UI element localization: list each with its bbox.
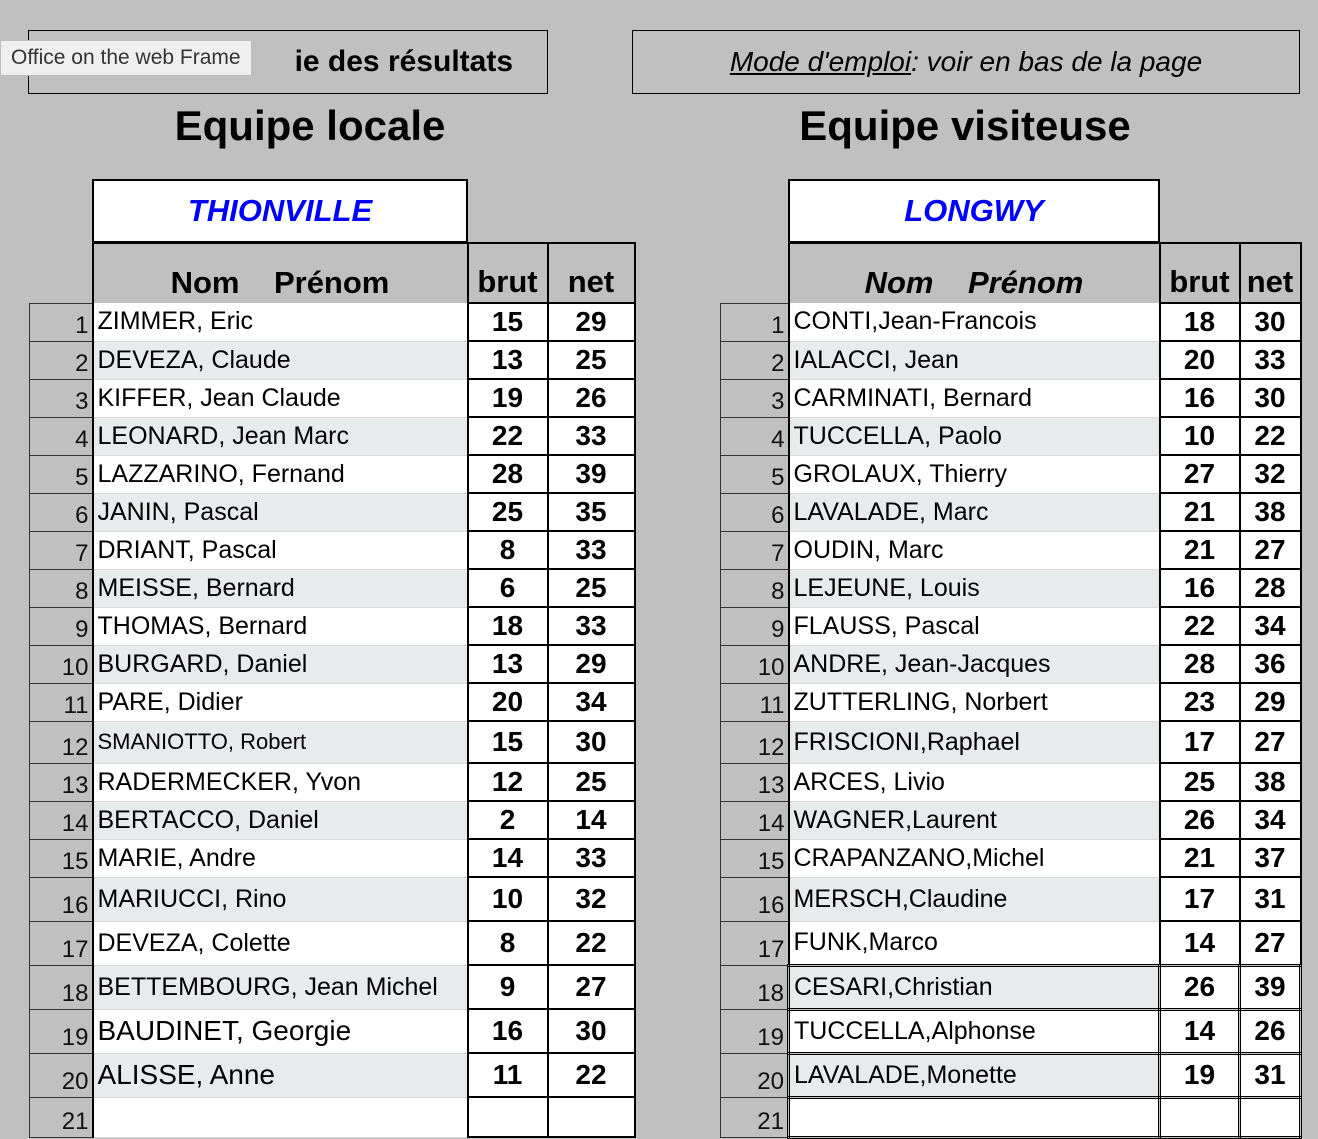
net-score-cell[interactable]: 34 [1240, 607, 1301, 645]
visitor-results-table [720, 242, 1302, 1139]
player-name-cell[interactable]: DRIANT, Pascal [93, 531, 468, 569]
instructions-link[interactable]: Mode d'emploi [729, 46, 912, 77]
row-number: 16 [721, 877, 789, 921]
row-number: 14 [721, 801, 789, 839]
player-name-cell[interactable]: FUNK,Marco [789, 921, 1160, 965]
table-row [721, 721, 1301, 763]
row-number: 4 [721, 417, 789, 455]
row-number: 5 [721, 455, 789, 493]
table-row [30, 965, 635, 1009]
player-name-cell[interactable]: IALACCI, Jean [789, 341, 1160, 379]
brut-score-cell[interactable]: 21 [1160, 839, 1240, 877]
brut-score-cell[interactable]: 12 [468, 763, 548, 801]
net-score-cell[interactable]: 31 [1240, 877, 1301, 921]
brut-score-cell[interactable]: 25 [1160, 763, 1240, 801]
brut-score-cell[interactable]: 10 [1160, 417, 1240, 455]
row-number: 11 [30, 683, 93, 721]
brut-score-cell[interactable]: 26 [1160, 801, 1240, 839]
row-number: 10 [30, 645, 93, 683]
brut-score-cell[interactable]: 17 [1160, 877, 1240, 921]
row-number: 12 [721, 721, 789, 763]
brut-score-cell[interactable]: 22 [1160, 607, 1240, 645]
net-score-cell[interactable]: 33 [548, 839, 635, 877]
brut-score-cell[interactable]: 18 [1160, 303, 1240, 341]
player-name-cell[interactable]: LEJEUNE, Louis [789, 569, 1160, 607]
row-number: 20 [30, 1053, 93, 1097]
table-row [721, 455, 1301, 493]
table-row [721, 607, 1301, 645]
net-score-cell[interactable]: 36 [1240, 645, 1301, 683]
brut-score-cell[interactable]: 26 [1160, 965, 1240, 1009]
table-row [30, 839, 635, 877]
net-score-cell[interactable]: 32 [548, 877, 635, 921]
row-number: 3 [30, 379, 93, 417]
table-row [721, 1097, 1301, 1137]
player-name-cell[interactable]: LAZZARINO, Fernand [93, 455, 468, 493]
player-name-cell[interactable]: SMANIOTTO, Robert [93, 721, 468, 763]
net-score-cell[interactable]: 33 [548, 531, 635, 569]
player-name-cell[interactable]: ANDRE, Jean-Jacques [789, 645, 1160, 683]
instructions-text: : voir en bas de la page [911, 46, 1203, 77]
brut-column-header: brut [1160, 243, 1240, 303]
row-number: 19 [30, 1009, 93, 1053]
player-name-cell[interactable]: ARCES, Livio [789, 763, 1160, 801]
net-column-header: net [548, 243, 635, 303]
player-name-cell[interactable]: LAVALADE,Monette [789, 1053, 1160, 1097]
player-name-cell[interactable]: BETTEMBOURG, Jean Michel [93, 965, 468, 1009]
net-score-cell[interactable]: 28 [1240, 569, 1301, 607]
table-row [30, 683, 635, 721]
table-row [30, 1009, 635, 1053]
net-score-cell[interactable]: 25 [548, 569, 635, 607]
row-number: 7 [721, 531, 789, 569]
player-name-cell[interactable] [93, 1097, 468, 1137]
row-number: 21 [30, 1097, 93, 1137]
table-row [721, 921, 1301, 965]
table-row [30, 455, 635, 493]
table-row [30, 379, 635, 417]
net-score-cell[interactable]: 22 [548, 1053, 635, 1097]
player-name-cell[interactable]: TUCCELLA, Paolo [789, 417, 1160, 455]
table-row [30, 493, 635, 531]
frame-tooltip: Office on the web Frame [0, 40, 252, 76]
net-score-cell[interactable]: 34 [1240, 801, 1301, 839]
brut-score-cell[interactable]: 22 [468, 417, 548, 455]
net-score-cell[interactable]: 30 [548, 1009, 635, 1053]
row-number: 20 [721, 1053, 789, 1097]
net-score-cell[interactable]: 22 [1240, 417, 1301, 455]
table-row [721, 531, 1301, 569]
net-score-cell[interactable]: 38 [1240, 763, 1301, 801]
net-score-cell[interactable]: 39 [1240, 965, 1301, 1009]
table-row [30, 303, 635, 341]
player-name-cell[interactable]: LAVALADE, Marc [789, 493, 1160, 531]
brut-score-cell[interactable] [1160, 1097, 1240, 1137]
player-name-cell[interactable]: CRAPANZANO,Michel [789, 839, 1160, 877]
brut-score-cell[interactable]: 25 [468, 493, 548, 531]
net-score-cell[interactable]: 29 [1240, 683, 1301, 721]
brut-score-cell[interactable]: 19 [468, 379, 548, 417]
player-name-cell[interactable]: FLAUSS, Pascal [789, 607, 1160, 645]
row-number: 9 [30, 607, 93, 645]
net-score-cell[interactable]: 32 [1240, 455, 1301, 493]
player-name-cell[interactable]: GROLAUX, Thierry [789, 455, 1160, 493]
net-score-cell[interactable]: 39 [548, 455, 635, 493]
row-number: 18 [30, 965, 93, 1009]
brut-score-cell[interactable]: 16 [1160, 379, 1240, 417]
brut-score-cell[interactable]: 15 [468, 721, 548, 763]
net-score-cell[interactable]: 27 [1240, 921, 1301, 965]
player-name-cell[interactable]: CONTI,Jean-Francois [789, 303, 1160, 341]
player-name-cell[interactable]: JANIN, Pascal [93, 493, 468, 531]
brut-score-cell[interactable]: 18 [468, 607, 548, 645]
table-row [30, 417, 635, 455]
row-number: 11 [721, 683, 789, 721]
row-number: 13 [721, 763, 789, 801]
table-row [30, 877, 635, 921]
instructions-box[interactable] [632, 30, 1300, 94]
local-results-table [29, 242, 636, 1138]
player-name-cell[interactable]: WAGNER,Laurent [789, 801, 1160, 839]
table-row [30, 1097, 635, 1137]
net-column-header: net [1240, 243, 1301, 303]
table-row [721, 839, 1301, 877]
player-name-cell[interactable]: THOMAS, Bernard [93, 607, 468, 645]
table-row [30, 607, 635, 645]
row-number: 10 [721, 645, 789, 683]
net-score-cell[interactable]: 38 [1240, 493, 1301, 531]
net-score-cell[interactable]: 29 [548, 645, 635, 683]
player-name-cell[interactable]: MARIUCCI, Rino [93, 877, 468, 921]
net-score-cell[interactable]: 27 [1240, 531, 1301, 569]
net-score-cell[interactable]: 14 [548, 801, 635, 839]
player-name-cell[interactable]: PARE, Didier [93, 683, 468, 721]
index-header-blank [721, 243, 789, 303]
row-number: 17 [30, 921, 93, 965]
row-number: 15 [30, 839, 93, 877]
net-score-cell[interactable]: 25 [548, 341, 635, 379]
brut-score-cell[interactable]: 20 [468, 683, 548, 721]
visitor-team-heading: Equipe visiteuse [799, 102, 1131, 149]
table-row [721, 1009, 1301, 1053]
player-name-cell[interactable]: BAUDINET, Georgie [93, 1009, 468, 1053]
net-score-cell[interactable]: 34 [548, 683, 635, 721]
brut-score-cell[interactable]: 15 [468, 303, 548, 341]
net-score-cell[interactable]: 26 [548, 379, 635, 417]
net-score-cell[interactable]: 33 [1240, 341, 1301, 379]
local-team-name[interactable]: THIONVILLE [92, 179, 468, 243]
table-row [721, 493, 1301, 531]
player-name-cell[interactable]: ALISSE, Anne [93, 1053, 468, 1097]
net-score-cell[interactable]: 30 [1240, 303, 1301, 341]
player-name-cell[interactable]: ZUTTERLING, Norbert [789, 683, 1160, 721]
row-number: 6 [30, 493, 93, 531]
brut-score-cell[interactable]: 28 [1160, 645, 1240, 683]
net-score-cell[interactable] [548, 1097, 635, 1137]
net-score-cell[interactable]: 31 [1240, 1053, 1301, 1097]
row-number: 9 [721, 607, 789, 645]
brut-column-header: brut [468, 243, 548, 303]
row-number: 21 [721, 1097, 789, 1137]
brut-score-cell[interactable]: 19 [1160, 1053, 1240, 1097]
row-number: 6 [721, 493, 789, 531]
table-row [721, 683, 1301, 721]
table-row [30, 801, 635, 839]
row-number: 3 [721, 379, 789, 417]
player-name-cell[interactable]: TUCCELLA,Alphonse [789, 1009, 1160, 1053]
table-row [721, 801, 1301, 839]
brut-score-cell[interactable]: 10 [468, 877, 548, 921]
table-row [721, 763, 1301, 801]
net-score-cell[interactable]: 26 [1240, 1009, 1301, 1053]
net-score-cell[interactable]: 30 [1240, 379, 1301, 417]
row-number: 14 [30, 801, 93, 839]
row-number: 2 [30, 341, 93, 379]
brut-score-cell[interactable]: 14 [468, 839, 548, 877]
row-number: 1 [30, 303, 93, 341]
net-score-cell[interactable]: 33 [548, 607, 635, 645]
row-number: 8 [30, 569, 93, 607]
name-column-header: Nom Prénom [93, 243, 468, 303]
table-row [721, 1053, 1301, 1097]
table-row [30, 921, 635, 965]
net-score-cell[interactable]: 35 [548, 493, 635, 531]
brut-score-cell[interactable]: 27 [1160, 455, 1240, 493]
net-score-cell[interactable]: 33 [548, 417, 635, 455]
brut-score-cell[interactable]: 2 [468, 801, 548, 839]
player-name-cell[interactable]: CARMINATI, Bernard [789, 379, 1160, 417]
player-name-cell[interactable]: KIFFER, Jean Claude [93, 379, 468, 417]
index-header-blank [30, 243, 93, 303]
player-name-cell[interactable]: MEISSE, Bernard [93, 569, 468, 607]
player-name-cell[interactable]: MERSCH,Claudine [789, 877, 1160, 921]
table-row [30, 531, 635, 569]
local-team-heading: Equipe locale [174, 102, 446, 149]
player-name-cell[interactable] [789, 1097, 1160, 1137]
row-number: 7 [30, 531, 93, 569]
net-score-cell[interactable]: 37 [1240, 839, 1301, 877]
brut-score-cell[interactable]: 6 [468, 569, 548, 607]
brut-score-cell[interactable]: 23 [1160, 683, 1240, 721]
brut-score-cell[interactable]: 17 [1160, 721, 1240, 763]
row-number: 8 [721, 569, 789, 607]
brut-score-cell[interactable]: 14 [1160, 1009, 1240, 1053]
brut-score-cell[interactable]: 11 [468, 1053, 548, 1097]
table-row [721, 303, 1301, 341]
table-row [721, 965, 1301, 1009]
table-row [30, 721, 635, 763]
player-name-cell[interactable]: CESARI,Christian [789, 965, 1160, 1009]
table-row [721, 877, 1301, 921]
player-name-cell[interactable]: BURGARD, Daniel [93, 645, 468, 683]
player-name-cell[interactable]: MARIE, Andre [93, 839, 468, 877]
player-name-cell[interactable]: DEVEZA, Colette [93, 921, 468, 965]
table-row [30, 341, 635, 379]
brut-score-cell[interactable]: 8 [468, 531, 548, 569]
player-name-cell[interactable]: FRISCIONI,Raphael [789, 721, 1160, 763]
row-number: 15 [721, 839, 789, 877]
brut-score-cell[interactable]: 8 [468, 921, 548, 965]
brut-score-cell[interactable]: 20 [1160, 341, 1240, 379]
row-number: 12 [30, 721, 93, 763]
name-column-header: Nom Prénom [789, 243, 1160, 303]
player-name-cell[interactable]: OUDIN, Marc [789, 531, 1160, 569]
row-number: 4 [30, 417, 93, 455]
table-row [721, 569, 1301, 607]
brut-score-cell[interactable]: 14 [1160, 921, 1240, 965]
row-number: 1 [721, 303, 789, 341]
brut-score-cell[interactable]: 9 [468, 965, 548, 1009]
table-row [30, 569, 635, 607]
table-row [30, 1053, 635, 1097]
table-row [721, 417, 1301, 455]
brut-score-cell[interactable] [468, 1097, 548, 1137]
net-score-cell[interactable]: 29 [548, 303, 635, 341]
brut-score-cell[interactable]: 28 [468, 455, 548, 493]
table-row [721, 341, 1301, 379]
brut-score-cell[interactable]: 16 [468, 1009, 548, 1053]
table-row [721, 379, 1301, 417]
player-name-cell[interactable]: DEVEZA, Claude [93, 341, 468, 379]
brut-score-cell[interactable]: 21 [1160, 493, 1240, 531]
brut-score-cell[interactable]: 13 [468, 341, 548, 379]
row-number: 18 [721, 965, 789, 1009]
player-name-cell[interactable]: RADERMECKER, Yvon [93, 763, 468, 801]
brut-score-cell[interactable]: 13 [468, 645, 548, 683]
net-score-cell[interactable]: 27 [1240, 721, 1301, 763]
row-number: 5 [30, 455, 93, 493]
net-score-cell[interactable]: 30 [548, 721, 635, 763]
player-name-cell[interactable]: BERTACCO, Daniel [93, 801, 468, 839]
table-row [721, 645, 1301, 683]
row-number: 13 [30, 763, 93, 801]
table-row [30, 645, 635, 683]
net-score-cell[interactable]: 22 [548, 921, 635, 965]
net-score-cell[interactable] [1240, 1097, 1301, 1137]
brut-score-cell[interactable]: 16 [1160, 569, 1240, 607]
table-row [30, 763, 635, 801]
row-number: 17 [721, 921, 789, 965]
row-number: 2 [721, 341, 789, 379]
results-entry-label: ie des résultats [294, 45, 513, 78]
visitor-team-name[interactable]: LONGWY [788, 179, 1160, 243]
row-number: 16 [30, 877, 93, 921]
player-name-cell[interactable]: ZIMMER, Eric [93, 303, 468, 341]
player-name-cell[interactable]: LEONARD, Jean Marc [93, 417, 468, 455]
brut-score-cell[interactable]: 21 [1160, 531, 1240, 569]
net-score-cell[interactable]: 27 [548, 965, 635, 1009]
net-score-cell[interactable]: 25 [548, 763, 635, 801]
row-number: 19 [721, 1009, 789, 1053]
